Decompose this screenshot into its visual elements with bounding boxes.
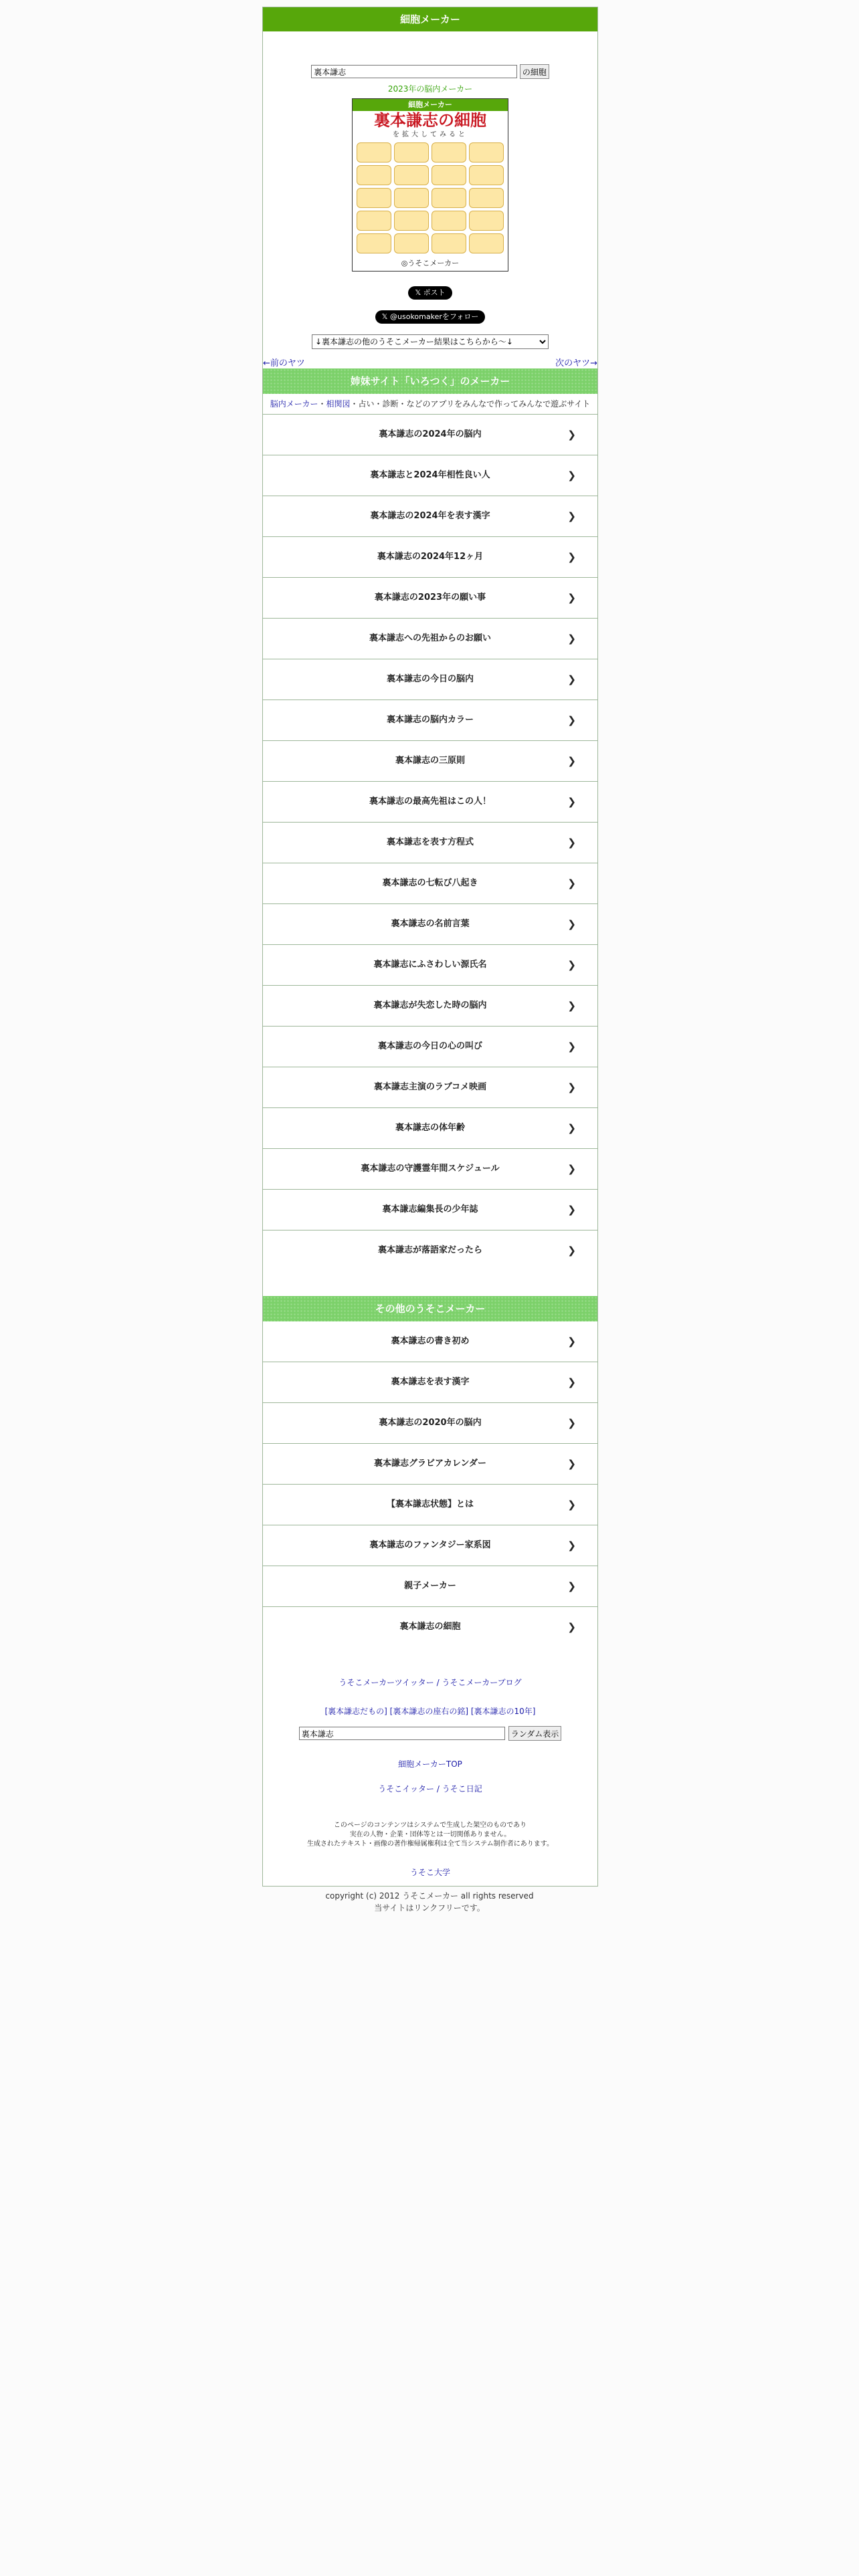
list-item-label: 裏本謙志の体年齢: [395, 1123, 465, 1133]
x-follow-row: [263, 309, 597, 324]
result-card-footer: ◎うそこメーカー: [401, 259, 460, 267]
chevron-right-icon: ❯: [567, 796, 576, 808]
chevron-right-icon: ❯: [567, 959, 576, 971]
list-item[interactable]: [263, 415, 597, 455]
chevron-right-icon: ❯: [567, 1081, 576, 1093]
list-item[interactable]: [263, 1067, 597, 1108]
list-item-label: 裏本謙志の脳内カラー: [386, 715, 474, 725]
cell-tile: [394, 211, 429, 231]
university-link[interactable]: うそこ大学: [409, 1868, 450, 1877]
list-item-label: 裏本謙志を表す漢字: [391, 1377, 470, 1387]
list-item[interactable]: [263, 782, 597, 823]
list-item-label: 裏本謙志グラビアカレンダー: [373, 1459, 487, 1469]
x-follow-button[interactable]: 𝕏 @usokomakerをフォロー: [375, 310, 486, 324]
list-item-label: 裏本謙志の2024年12ヶ月: [377, 552, 484, 562]
chevron-right-icon: ❯: [567, 1122, 576, 1134]
cell-tile: [432, 142, 466, 163]
list-item-label: 親子メーカー: [404, 1581, 456, 1591]
list-item-label: 裏本謙志の2024年の脳内: [379, 429, 482, 439]
name-search-form: [263, 64, 597, 79]
list-item-label: 裏本謙志と2024年相性良い人: [370, 470, 490, 480]
next-link[interactable]: 次のヤツ→: [555, 358, 597, 368]
cell-tile: [394, 165, 429, 185]
list-item[interactable]: [263, 1108, 597, 1149]
chevron-right-icon: ❯: [567, 673, 576, 685]
sister-sites-heading: 姉妹サイト「いろつく」のメーカー: [263, 368, 597, 394]
cell-tile: [357, 165, 391, 185]
list-item[interactable]: [263, 945, 597, 986]
random-display-button[interactable]: ランダム表示: [508, 1726, 562, 1741]
chevron-right-icon: ❯: [567, 1376, 576, 1388]
list-item[interactable]: [263, 659, 597, 700]
list-item-label: 裏本謙志を表す方程式: [386, 837, 474, 847]
cell-tile: [432, 188, 466, 208]
cell-tile: [432, 233, 466, 253]
page-title: 細胞メーカー: [263, 7, 597, 31]
list-item[interactable]: [263, 823, 597, 863]
chevron-right-icon: ❯: [567, 1499, 576, 1511]
list-item-label: 裏本謙志編集長の少年誌: [382, 1204, 478, 1214]
list-item[interactable]: [263, 1190, 597, 1230]
chevron-right-icon: ❯: [567, 918, 576, 930]
chevron-right-icon: ❯: [567, 469, 576, 481]
list-item-label: 裏本謙志のファンタジー家系図: [369, 1540, 491, 1550]
result-card: [352, 98, 508, 272]
cell-tile: [469, 142, 504, 163]
list-item-label: 裏本謙志の今日の脳内: [386, 674, 474, 684]
cell-tile: [469, 233, 504, 253]
list-item[interactable]: [263, 1566, 597, 1607]
list-item-label: 裏本謙志の2023年の願い事: [374, 593, 486, 603]
cell-tile: [357, 188, 391, 208]
list-item[interactable]: [263, 1149, 597, 1190]
list-item-label: 裏本謙志の最高先祖はこの人！: [369, 796, 491, 807]
list-item[interactable]: [263, 1362, 597, 1403]
list-item[interactable]: [263, 619, 597, 659]
top-link[interactable]: 細胞メーカーTOP: [398, 1759, 462, 1769]
related-links[interactable]: [裏本謙志だもの] [裏本謙志の座右の銘] [裏本謙志の10年]: [324, 1707, 536, 1716]
disclaimer-line: このページのコンテンツはシステムで生成した架空のものであり: [333, 1822, 527, 1829]
other-makers-list: [263, 1321, 597, 1647]
list-item[interactable]: [263, 496, 597, 537]
list-item[interactable]: [263, 1607, 597, 1647]
chevron-right-icon: ❯: [567, 877, 576, 889]
x-post-row: [263, 285, 597, 300]
cell-tile: [432, 211, 466, 231]
list-item-label: 裏本謙志の今日の心の叫び: [377, 1041, 482, 1051]
random-search-form: [263, 1726, 597, 1741]
desc-separator: ・: [318, 399, 326, 409]
result-card-header: 細胞メーカー: [353, 99, 508, 111]
chevron-right-icon: ❯: [567, 1335, 576, 1348]
result-card-subtitle: を拡大してみると: [393, 131, 468, 138]
cell-tile: [357, 233, 391, 253]
chevron-right-icon: ❯: [567, 1417, 576, 1429]
chevron-right-icon: ❯: [567, 714, 576, 726]
chevron-right-icon: ❯: [567, 1000, 576, 1012]
list-item-label: 裏本謙志への先祖からのお願い: [369, 633, 491, 643]
chevron-right-icon: ❯: [567, 510, 576, 522]
list-item[interactable]: [263, 1444, 597, 1485]
list-item-label: 裏本謙志の三原則: [395, 756, 465, 766]
other-makers-heading: その他のうそこメーカー: [263, 1296, 597, 1321]
chevron-right-icon: ❯: [567, 551, 576, 563]
result-card-title: 裏本謙志の細胞: [374, 110, 486, 130]
twitter-blog-links[interactable]: うそこメーカーツイッター / うそこメーカーブログ: [339, 1678, 522, 1687]
page-container: [262, 7, 598, 1887]
chevron-right-icon: ❯: [567, 1539, 576, 1551]
chevron-right-icon: ❯: [567, 429, 576, 441]
disclaimer-line: 生成されたテキスト・画像の著作権帰属権利は全て当システム制作者にあります。: [307, 1840, 553, 1848]
list-item[interactable]: [263, 1027, 597, 1067]
list-item[interactable]: [263, 537, 597, 578]
list-item[interactable]: [263, 986, 597, 1027]
cell-grid: [353, 138, 508, 257]
disclaimer-line: 実在の人物・企業・団体等とは一切関係ありません。: [349, 1831, 511, 1838]
list-item-label: 裏本謙志主演のラブコメ映画: [373, 1082, 487, 1092]
list-item[interactable]: [263, 455, 597, 496]
chevron-right-icon: ❯: [567, 1163, 576, 1175]
list-item[interactable]: [263, 1321, 597, 1362]
cell-tile: [394, 142, 429, 163]
correlation-map-link[interactable]: 相関図: [326, 399, 351, 409]
random-name-input[interactable]: [299, 1727, 505, 1740]
list-item-label: 裏本謙志の2020年の脳内: [379, 1418, 482, 1428]
desc-text: ・占い・診断・などのアプリをみんなで作ってみんなで遊ぶサイト: [350, 399, 591, 409]
chevron-right-icon: ❯: [567, 592, 576, 604]
chevron-right-icon: ❯: [567, 1041, 576, 1053]
list-item[interactable]: [263, 1230, 597, 1271]
cell-tile: [357, 211, 391, 231]
twitter-diary-links[interactable]: うそこイッター / うそこ日記: [378, 1784, 482, 1794]
cell-tile: [469, 188, 504, 208]
list-item-label: 裏本謙志の七転び八起き: [382, 878, 478, 888]
list-item[interactable]: [263, 863, 597, 904]
list-item[interactable]: [263, 700, 597, 741]
list-item-label: 裏本謙志の細胞: [399, 1622, 461, 1632]
cell-tile: [432, 165, 466, 185]
list-item[interactable]: [263, 1403, 597, 1444]
list-item-label: 裏本謙志の守護霊年間スケジュール: [361, 1164, 500, 1174]
other-results-row: [263, 334, 597, 349]
x-post-button[interactable]: 𝕏 ポスト: [408, 286, 452, 300]
list-item[interactable]: [263, 741, 597, 782]
list-item-label: 裏本謙志の2024年を表す漢字: [370, 511, 490, 521]
chevron-right-icon: ❯: [567, 1204, 576, 1216]
name-input[interactable]: [311, 65, 517, 78]
chevron-right-icon: ❯: [567, 755, 576, 767]
chevron-right-icon: ❯: [567, 837, 576, 849]
list-item[interactable]: [263, 578, 597, 619]
chevron-right-icon: ❯: [567, 1458, 576, 1470]
chevron-right-icon: ❯: [567, 633, 576, 645]
chevron-right-icon: ❯: [567, 1621, 576, 1633]
list-item[interactable]: [263, 1525, 597, 1566]
cell-submit-button[interactable]: の細胞: [520, 64, 549, 79]
list-item-label: 【裏本謙志状態】とは: [386, 1499, 474, 1509]
list-item-label: 裏本謙志の名前言葉: [391, 919, 470, 929]
prev-next-nav: [263, 356, 597, 368]
sister-sites-description: [263, 394, 597, 415]
list-item[interactable]: [263, 1485, 597, 1525]
list-item-label: 裏本謙志が落語家だったら: [377, 1245, 482, 1255]
link-free-text: 当サイトはリンクフリーです。: [374, 1903, 485, 1913]
list-item[interactable]: [263, 904, 597, 945]
chevron-right-icon: ❯: [567, 1580, 576, 1592]
list-item-label: 裏本謙志が失恋した時の脳内: [373, 1000, 487, 1010]
other-results-select[interactable]: [312, 334, 549, 349]
link-2023-brain-maker[interactable]: 2023年の脳内メーカー: [387, 84, 473, 94]
list-item-label: 裏本謙志にふさわしい源氏名: [373, 960, 487, 970]
sister-sites-list: [263, 415, 597, 1271]
cell-tile: [394, 233, 429, 253]
cell-tile: [394, 188, 429, 208]
cell-tile: [469, 165, 504, 185]
chevron-right-icon: ❯: [567, 1245, 576, 1257]
copyright-block: [262, 1890, 597, 1914]
prev-link[interactable]: ←前のヤツ: [263, 358, 305, 368]
brain-maker-link[interactable]: 脳内メーカー: [270, 399, 318, 409]
cell-tile: [357, 142, 391, 163]
cell-tile: [469, 211, 504, 231]
copyright-text: copyright (c) 2012 うそこメーカー all rights reserved: [325, 1891, 534, 1901]
list-item-label: 裏本謙志の書き初め: [391, 1336, 470, 1346]
